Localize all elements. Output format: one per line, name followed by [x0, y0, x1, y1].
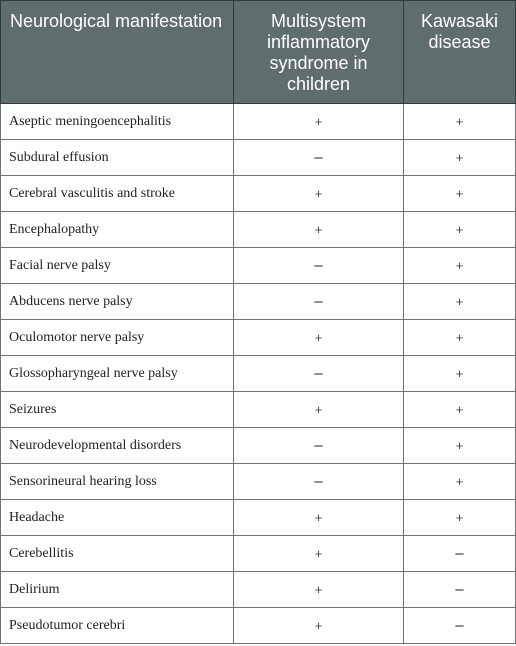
misc-presence-mark: – [234, 248, 404, 284]
misc-presence-mark: – [234, 284, 404, 320]
misc-presence-mark: + [234, 212, 404, 248]
kawasaki-presence-mark: + [404, 140, 516, 176]
table-row [1, 464, 516, 500]
manifestation-name: Pseudotumor cerebri [1, 608, 234, 644]
misc-presence-mark: – [234, 356, 404, 392]
misc-presence-mark: + [234, 320, 404, 356]
manifestation-name: Delirium [1, 572, 234, 608]
misc-presence-mark: + [234, 572, 404, 608]
misc-presence-mark: – [234, 464, 404, 500]
table-row [1, 284, 516, 320]
kawasaki-presence-mark: + [404, 428, 516, 464]
kawasaki-presence-mark: + [404, 212, 516, 248]
table-row [1, 356, 516, 392]
kawasaki-presence-mark: + [404, 356, 516, 392]
kawasaki-presence-mark: + [404, 248, 516, 284]
manifestation-name: Aseptic meningoencephalitis [1, 104, 234, 140]
manifestation-name: Cerebral vasculitis and stroke [1, 176, 234, 212]
misc-presence-mark: + [234, 176, 404, 212]
table-row [1, 500, 516, 536]
kawasaki-presence-mark: + [404, 104, 516, 140]
manifestation-name: Encephalopathy [1, 212, 234, 248]
manifestation-name: Subdural effusion [1, 140, 234, 176]
table-row [1, 320, 516, 356]
manifestation-name: Abducens nerve palsy [1, 284, 234, 320]
table-header [1, 1, 516, 104]
header-kawasaki-disease: Kawasaki disease [404, 1, 516, 104]
manifestation-name: Neurodevelopmental disorders [1, 428, 234, 464]
table-body [1, 104, 516, 644]
table-row [1, 608, 516, 644]
table-row [1, 212, 516, 248]
manifestation-name: Cerebellitis [1, 536, 234, 572]
manifestation-name: Glossopharyngeal nerve palsy [1, 356, 234, 392]
kawasaki-presence-mark: + [404, 176, 516, 212]
kawasaki-presence-mark: – [404, 572, 516, 608]
kawasaki-presence-mark: + [404, 320, 516, 356]
misc-presence-mark: + [234, 500, 404, 536]
manifestation-name: Headache [1, 500, 234, 536]
table-row [1, 392, 516, 428]
header-misc: Multisystem inflammatory syndrome in children [234, 1, 404, 104]
misc-presence-mark: + [234, 104, 404, 140]
table-row [1, 104, 516, 140]
kawasaki-presence-mark: + [404, 284, 516, 320]
kawasaki-presence-mark: – [404, 536, 516, 572]
table-row [1, 248, 516, 284]
misc-presence-mark: – [234, 140, 404, 176]
kawasaki-presence-mark: + [404, 464, 516, 500]
table-row [1, 536, 516, 572]
misc-presence-mark: + [234, 536, 404, 572]
misc-presence-mark: + [234, 392, 404, 428]
header-row [1, 1, 516, 104]
misc-presence-mark: – [234, 428, 404, 464]
misc-presence-mark: + [234, 608, 404, 644]
table-row [1, 176, 516, 212]
table-row [1, 428, 516, 464]
kawasaki-presence-mark: + [404, 392, 516, 428]
kawasaki-presence-mark: – [404, 608, 516, 644]
table-row [1, 572, 516, 608]
manifestation-name: Facial nerve palsy [1, 248, 234, 284]
table-row [1, 140, 516, 176]
header-neurological-manifestation: Neurological manifestation [1, 1, 234, 104]
manifestation-name: Seizures [1, 392, 234, 428]
manifestation-name: Oculomotor nerve palsy [1, 320, 234, 356]
kawasaki-presence-mark: + [404, 500, 516, 536]
manifestation-name: Sensorineural hearing loss [1, 464, 234, 500]
